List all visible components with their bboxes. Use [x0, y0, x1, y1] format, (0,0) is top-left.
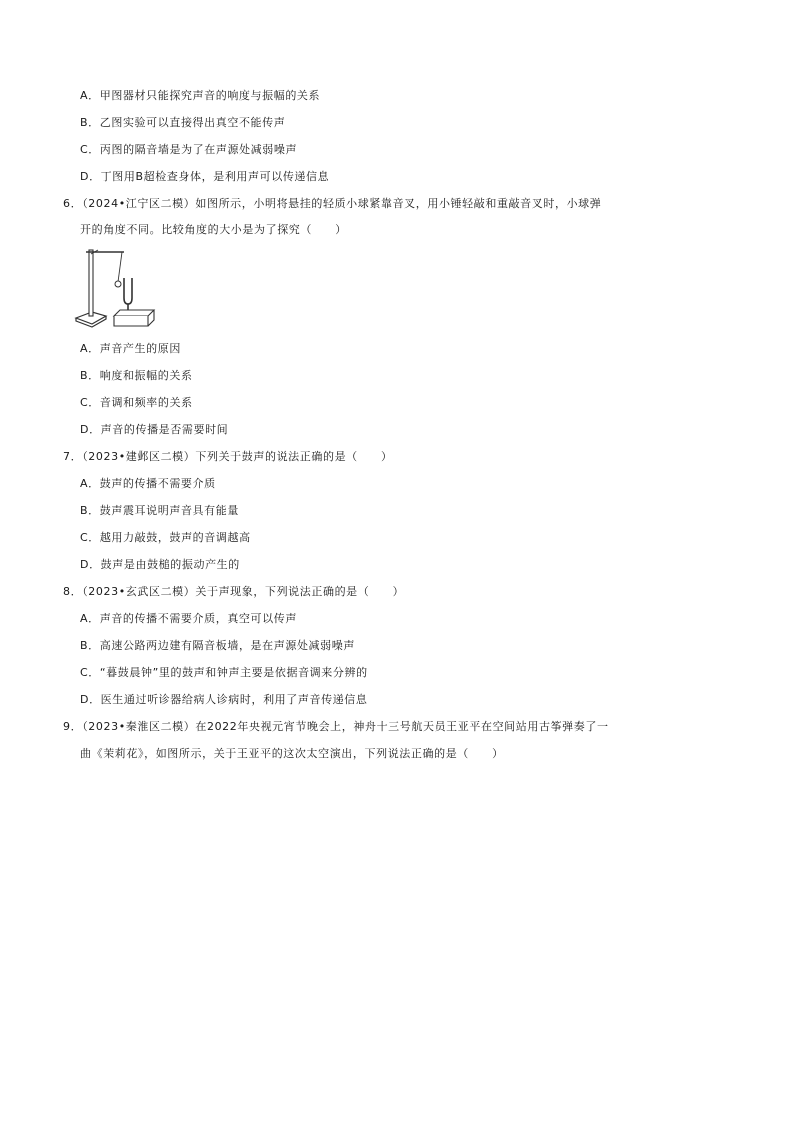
q7-option-d: D．鼓声是由鼓槌的振动产生的 [80, 558, 240, 571]
q7-option-b: B．鼓声震耳说明声音具有能量 [80, 504, 239, 517]
q7-stem: 7．（2023•建邺区二模）下列关于鼓声的说法正确的是（ ） [63, 450, 393, 463]
q8-option-b: B．高速公路两边建有隔音板墙，是在声源处减弱噪声 [80, 639, 355, 652]
q7-option-c: C．越用力敲鼓，鼓声的音调越高 [80, 531, 251, 544]
q9-stem-line1: 9．（2023•秦淮区二模）在2022年央视元宵节晚会上，神舟十三号航天员王亚平在空间站用古筝弹奏了一 [63, 720, 609, 733]
q8-option-a: A．声音的传播不需要介质，真空可以传声 [80, 612, 297, 625]
q6-option-c: C．音调和频率的关系 [80, 396, 193, 409]
q5-option-a: A．甲图器材只能探究声音的响度与振幅的关系 [80, 89, 321, 102]
q9-stem-line2: 曲《茉莉花》，如图所示，关于王亚平的这次太空演出，下列说法正确的是（ ） [80, 747, 504, 760]
q6-option-d: D．声音的传播是否需要时间 [80, 423, 229, 436]
q5-option-d: D．丁图用B超检查身体，是利用声可以传递信息 [80, 170, 330, 183]
q5-option-b: B．乙图实验可以直接得出真空不能传声 [80, 116, 286, 129]
q5-option-c: C．丙图的隔音墙是为了在声源处减弱噪声 [80, 143, 298, 156]
q8-option-d: D．医生通过听诊器给病人诊病时，利用了声音传递信息 [80, 693, 368, 706]
tuning-fork-pendulum-figure [74, 246, 160, 330]
q7-option-a: A．鼓声的传播不需要介质 [80, 477, 216, 490]
q6-stem-line1: 6．（2024•江宁区二模）如图所示，小明将悬挂的轻质小球紧靠音叉，用小锤轻敲和重敲音叉时，小球弹 [63, 197, 602, 210]
q6-stem-line2: 开的角度不同。比较角度的大小是为了探究（ ） [80, 223, 347, 236]
q6-option-b: B．响度和振幅的关系 [80, 369, 193, 382]
q8-stem: 8．（2023•玄武区二模）关于声现象，下列说法正确的是（ ） [63, 585, 405, 598]
q6-option-a: A．声音产生的原因 [80, 342, 181, 355]
q8-option-c: C．“暮鼓晨钟”里的鼓声和钟声主要是依据音调来分辨的 [80, 666, 368, 679]
